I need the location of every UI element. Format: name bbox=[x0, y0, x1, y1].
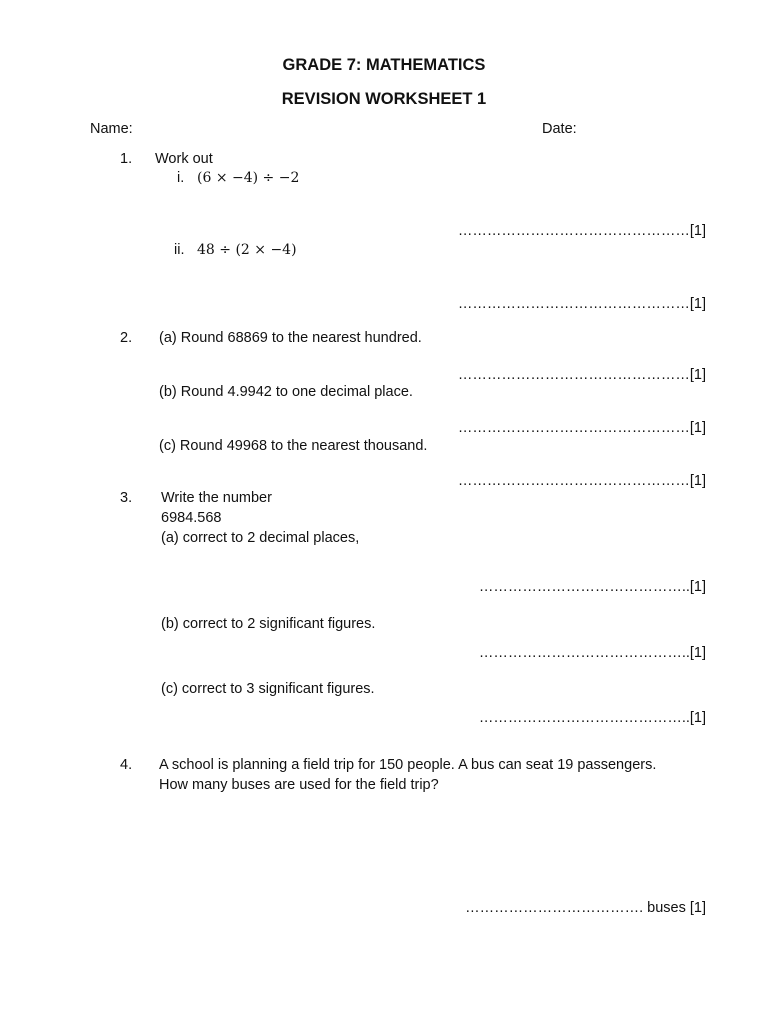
answer-line-q2-c: …………………………………………[1] bbox=[457, 473, 706, 489]
question-4-line-1: A school is planning a field trip for 150 people. A bus can seat 19 passengers. bbox=[159, 757, 657, 773]
answer-line-q1-i: …………………………………………[1] bbox=[457, 223, 706, 239]
question-4-line-2: How many buses are used for the field trip? bbox=[159, 777, 439, 793]
question-1-ii-label: ii. bbox=[174, 242, 185, 258]
question-3-line-1: Write the number bbox=[161, 490, 272, 506]
question-1-i-label: i. bbox=[177, 170, 185, 186]
answer-line-q2-b: …………………………………………[1] bbox=[457, 420, 706, 436]
question-2-a: (a) Round 68869 to the nearest hundred. bbox=[159, 330, 422, 346]
question-3-b: (b) correct to 2 significant figures. bbox=[161, 616, 376, 632]
answer-line-q2-a: …………………………………………[1] bbox=[457, 367, 706, 383]
question-3-a: (a) correct to 2 decimal places, bbox=[161, 530, 360, 546]
page-subtitle: REVISION WORKSHEET 1 bbox=[281, 90, 487, 108]
question-2-c: (c) Round 49968 to the nearest thousand. bbox=[159, 438, 428, 454]
answer-line-q3-b: ……………………………………..[1] bbox=[478, 645, 706, 661]
answer-line-q3-a: ……………………………………..[1] bbox=[478, 579, 706, 595]
page-title: GRADE 7: MATHEMATICS bbox=[282, 56, 486, 74]
date-label: Date: bbox=[542, 121, 577, 137]
name-label: Name: bbox=[90, 121, 133, 137]
question-1-number: 1. bbox=[120, 151, 133, 167]
question-4-number: 4. bbox=[120, 757, 133, 773]
question-3-c: (c) correct to 3 significant figures. bbox=[161, 681, 375, 697]
question-1-i-expression: (6 × −4) ÷ −2 bbox=[197, 170, 300, 186]
question-3-number: 3. bbox=[120, 490, 133, 506]
question-2-number: 2. bbox=[120, 330, 133, 346]
question-1-instruction: Work out bbox=[155, 151, 213, 167]
answer-line-q1-ii: …………………………………………[1] bbox=[457, 296, 706, 312]
question-2-b: (b) Round 4.9942 to one decimal place. bbox=[159, 384, 413, 400]
question-3-line-2: 6984.568 bbox=[161, 510, 222, 526]
question-1-ii-expression: 48 ÷ (2 × −4) bbox=[197, 242, 297, 258]
answer-line-q3-c: ……………………………………..[1] bbox=[478, 710, 706, 726]
answer-line-q4: ………………………………. buses [1] bbox=[465, 900, 706, 916]
